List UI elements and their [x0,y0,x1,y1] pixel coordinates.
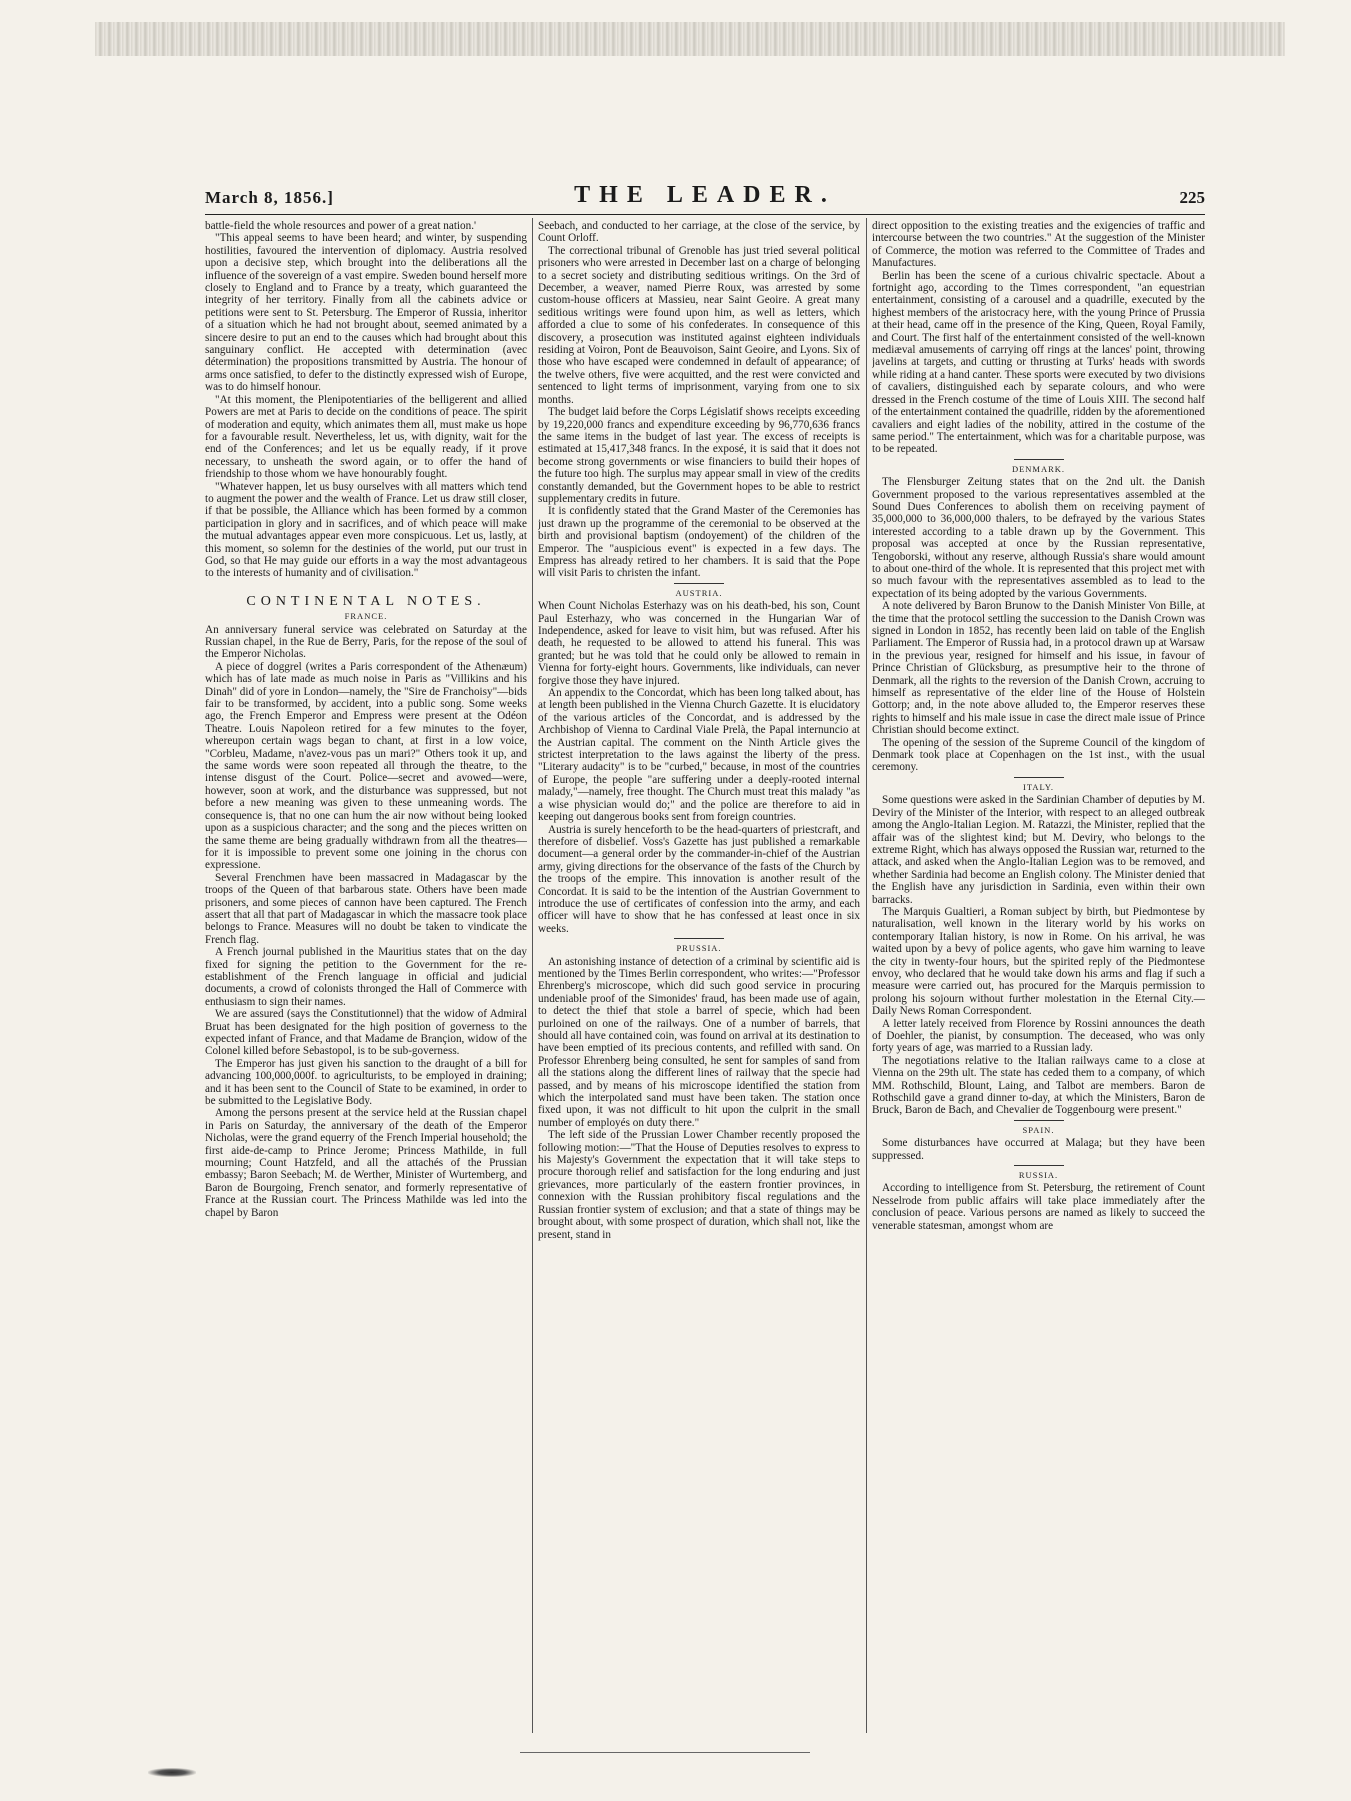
article-paragraph: The negotiations relative to the Italian railways came to a close at Vienna on the 29th ult. The state has ceded them to a company, of which MM. Rothschild, Blount, Laing, and Talbot are members. Baron de Rothschild gave a grand dinner to-day, at which the Ministers, Baron de Bruck, Baron de Bach, and Chevalier de Toggenbourg were present." [872,1054,1205,1117]
article-paragraph: A piece of doggrel (writes a Paris correspondent of the Athenæum) which has of late made as much noise in Paris as "Villikins and his Dinah" did of yore in London—namely, the "Sire de Franchoisy"—bids fair to be transformed, by accident, into a public song. Some weeks ago, the French Emperor and Empress were present at the Odéon Theatre. Louis Napoleon retired for a few minutes to the foyer, whereupon certain wags began to chant, at first in a low voice, "Corbleu, Madame, n'avez-vous pas un mari?" Others took it up, and the same words were soon repeated all through the theatre, to the intense disgust of the Court. Police—secret and avowed—were, however, soon at work, and the disturbance was suppressed, but not before a new meaning was given to these unmeaning words. The consequence is, that no one can hum the air now without being looked upon as a suspicious character; and the song and the pieces written on the same theme are being gradually withdrawn from all the theatres—for it is impossible to prevent some one joining in the chorus con expressione. [205,660,527,872]
column-divider [866,218,867,1733]
article-paragraph: Some questions were asked in the Sardinian Chamber of deputies by M. Deviry of the Minister of the Interior, with respect to an alleged outbreak among the Anglo-Italian Legion. M. Ratazzi, the Minister, replied that the affair was of the slightest kind; but M. Deviry, who belongs to the extreme Right, which has always opposed the Russian war, returned to the attack, and asked when the Anglo-Italian Legion was to be removed, and whether Sardinia had become an English colony. The Minister denied that the English have any jurisdiction in Sardinia, even within their own barracks. [872,794,1205,906]
article-paragraph: When Count Nicholas Esterhazy was on his death-bed, his son, Count Paul Esterhazy, who was concerned in the Hungarian War of Independence, asked for leave to visit him, but was refused. After his death, he requested to be allowed to attend his funeral. This was granted; but he was told that he could only be allowed to remain in Vienna for forty-eight hours. Governments, like individuals, can never forgive those they have injured. [538,600,860,687]
article-paragraph: The budget laid before the Corps Législatif shows receipts exceeding by 19,220,000 francs and expenditure exceeding by 96,770,636 francs the same items in the budget of last year. The excess of receipts is estimated at 15,417,348 francs. In the exposé, it is said that it does not become strong governments or wise financiers to build their hopes of the future too high. The surplus may appear small in view of the credits constantly demanded, but the Government hopes to be able to restrict supplementary credits in future. [538,406,860,505]
article-paragraph: Seebach, and conducted to her carriage, at the close of the service, by Count Orloff. [538,220,860,245]
column-right [872,220,1205,1730]
article-paragraph: An anniversary funeral service was celebrated on Saturday at the Russian chapel, in the Rue de Berry, Paris, for the repose of the soul of the Emperor Nicholas. [205,623,527,661]
masthead [205,182,1205,212]
page-number: 225 [1179,188,1205,207]
article-paragraph: Some disturbances have occurred at Malaga; but they have been suppressed. [872,1137,1205,1162]
column-divider [532,218,533,1733]
scanned-header-band [95,22,1285,56]
article-paragraph: The Marquis Gualtieri, a Roman subject by birth, but Piedmontese by naturalisation, well known in the literary world by his works on contemporary Italian history, is now in Rome. On his arrival, he was waited upon by a bevy of police agents, who gave him warning to leave the city in twenty-four hours, but the spirited reply of the Piedmontese envoy, who declared that he would take down his arms and flag if such a measure were carried out, has procured for the Marquis permission to prolong his sojourn without further molestation in the Eternal City.—Daily News Roman Correspondent. [872,905,1205,1018]
article-paragraph: An astonishing instance of detection of a criminal by scientific aid is mentioned by the Times Berlin correspondent, who writes:—"Professor Ehrenberg's microscope, which did such good service in procuring undeniable proof of the Simonides' fraud, has been made use of again, to detect the thief that stole a barrel of specie, which had been purloined on one of the railways. One of a number of barrels, that should all have contained coin, was found on arrival at its destination to have been emptied of its precious contents, and refilled with sand. On Professor Ehrenberg being consulted, he sent for samples of sand from all the stations along the different lines of railway that the specie had passed, and by means of his microscope identified the station from which the interpolated sand must have been taken. The station once fixed upon, it was not difficult to hit upon the culprit in the small number of employés on duty there." [538,955,860,1129]
section-rule [1014,459,1064,460]
article-paragraph: The opening of the session of the Supreme Council of the kingdom of Denmark took place at Copenhagen on the 1st inst., with the usual ceremony. [872,736,1205,774]
newspaper-title: THE LEADER. [574,182,836,208]
section-rule [674,583,724,584]
section-heading: CONTINENTAL NOTES. [246,593,486,609]
article-paragraph: Berlin has been the scene of a curious chivalric spectacle. About a fortnight ago, according to the Times correspondent, "an equestrian entertainment, consisting of a carousel and a quadrille, executed by the highest members of the aristocracy here, with the young Prince of Prussia at their head, came off in the presence of the King, Queen, Royal Family, and Court. The first half of the entertainment consisted of the well-known mediæval amusements of carrying off rings at the lances' point, throwing javelins at targets, and cutting or thrusting at Turks' heads with swords while riding at a hand canter. These sports were executed by two divisions of cavaliers, distinguished each by separate colours, and who were dressed in the French costume of the time of Louis XIII. The second half of the entertainment contained the quadrille, ridden by the aforementioned cavaliers and eight ladies of the nobility, attired in the costume of the same period." The entertainment, which was for a charitable purpose, was to be repeated. [872,269,1205,456]
article-paragraph: direct opposition to the existing treaties and the exigencies of traffic and intercourse between the two countries." At the suggestion of the Minister of Commerce, the motion was referred to the Committee of Trades and Manufactures. [872,220,1205,270]
header-rule [205,214,1205,215]
article-paragraph: The Emperor has just given his sanction to the draught of a bill for advancing 100,000,000f. to agriculturists, to be employed in draining; and it has been sent to the Council of State to be examined, in order to be submitted to the Legislative Body. [205,1057,527,1108]
article-paragraph: Several Frenchmen have been massacred in Madagascar by the troops of the Queen of that barbarous state. Others have been made prisoners, and some pieces of cannon have been captured. The French assert that all that part of Madagascar in which the massacre took place belongs to France. Measures will no doubt be taken to vindicate the French flag. [205,871,527,946]
column-left [205,220,527,1730]
footer-rule [520,1752,810,1753]
section-rule [674,938,724,939]
article-paragraph: Among the persons present at the service held at the Russian chapel in Paris on Saturday, the anniversary of the death of the Emperor Nicholas, were the grand equerry of the French Imperial household; the first aide-de-camp to Prince Jerome; Princess Mathilde, in full mourning; Count Hatzfeld, and all the attachés of the Prussian embassy; Baron Seebach; M. de Werther, Minister of Wurtemberg, and Baron de Bourgoing, French senator, and formerly representative of France at the Russian court. The Princess Mathilde was led into the chapel by Baron [205,1107,527,1219]
article-paragraph: The Flensburger Zeitung states that on the 2nd ult. the Danish Government proposed to the various representatives assembled at the Sound Dues Conferences to abolish them on receiving payment of 35,000,000 to 36,000,000 thalers, to be defrayed by the various States interested according to a table drawn up by the Government. This proposal was accepted at once by the Russian representative, Tengoborski, without any reserve, although Russia's share would amount to about one-third of the whole. It is represented that this project met with so much favour with the representatives assembled as to lead to the expectation of its being adopted by the various Governments. [872,476,1205,600]
article-paragraph: An appendix to the Concordat, which has been long talked about, has at length been published in the Vienna Church Gazette. It is elucidatory of the various articles of the Concordat, and is addressed by the Archbishop of Vienna to Cardinal Viale Prelà, the Papal internuncio at the Austrian capital. The comment on the Ninth Article gives the strictest interpretation to the laws against the liberty of the press. "Literary audacity" is to be "curbed," because, in most of the countries of Europe, the people "are suffering under a deeply-rooted internal malady,"—namely, free thought. The Church must treat this malady "as a wise physician would do;" and the police are therefore to aid in keeping out dangerous books sent from foreign countries. [538,687,860,824]
article-paragraph: The correctional tribunal of Grenoble has just tried several political prisoners who were arrested in December last on a charge of belonging to a secret society and distributing seditious writings. On the 3rd of December, a weaver, named Pierre Roux, was arrested by some custom-house officers at Massieu, near Saint Geoire. A great many seditious writings were found upon him, as well as letters, which afforded a clue to some of his confederates. In consequence of this discovery, a prosecution was instituted against eighteen individuals residing at Voiron, Pont de Beauvoison, Saint Geoire, and Lyons. Six of those who have escaped were condemned in default of appearance; of the twelve others, five were acquitted, and the rest were convicted and sentenced to light terms of imprisonment, varying from one to six months. [538,244,860,406]
country-heading: SPAIN. [1022,1124,1055,1135]
country-heading: PRUSSIA. [676,943,722,954]
country-heading: ITALY. [1023,781,1054,792]
article-paragraph: A French journal published in the Mauritius states that on the day fixed for signing the petition to the Government for the re-establishment of the French language in official and judicial documents, a crowd of colonists thronged the Hall of Commerce with enthusiasm to sign their names. [205,946,527,1008]
article-paragraph: A letter lately received from Florence by Rossini announces the death of Doehler, the pianist, by consumption. The deceased, who was only forty years of age, was married to a Russian lady. [872,1017,1205,1055]
article-paragraph: battle-field the whole resources and power of a great nation.' [205,220,477,232]
article-paragraph: "This appeal seems to have been heard; and winter, by suspending hostilities, favoured the intervention of diplomacy. Austria resolved upon a decisive step, which brought into the deliberations all the influence of the sovereign of a vast empire. Sweden bound herself more closely to England and to France by a treaty, which guaranteed the integrity of her territory. Finally from all the cabinets advice or petitions were sent to St. Petersburg. The Emperor of Russia, inheritor of a situation which he had not brought about, seemed animated by a sincere desire to put an end to the causes which had brought about this sanguinary conflict. He accepted with determination (avec détermination) the propositions transmitted by Austria. The honour of arms once satisfied, to defer to the distinctly expressed wish of Europe, was to do himself honour. [205,232,527,394]
article-paragraph: A note delivered by Baron Brunow to the Danish Minister Von Bille, at the time that the protocol settling the succession to the Danish Crown was signed in London in 1852, has recently been laid on table of the English Parliament. The Emperor of Russia had, in a protocol drawn up at Warsaw in the previous year, resigned for himself and his issue, in favour of Prince Christian of Glücksburg, as presumptive heir to the throne of Denmark, all the rights to the reversion of the Danish Crown, accruing to himself as representative of the elder line of the House of Holstein Gottorp; and, in the note above alluded to, the Emperor reserves these rights to himself and his male issue in case the direct male issue of Prince Christian should become extinct. [872,600,1205,737]
article-paragraph: "At this moment, the Plenipotentiaries of the belligerent and allied Powers are met at Paris to decide on the conditions of peace. The spirit of moderation and equity, which animates them all, must make us hope for a favourable result. Nevertheless, let us, with dignity, wait for the end of the Conferences; and let us be equally ready, if it prove necessary, to unsheath the sword again, or to offer the hand of friendship to those whom we have honourably fought. [205,393,527,481]
section-rule [1014,777,1064,778]
article-paragraph: We are assured (says the Constitutionnel) that the widow of Admiral Bruat has been designated for the high position of governess to the expected infant of France, and that Madame de Brançion, widow of the Colonel killed before Sebastopol, is to be sub-governess. [205,1008,527,1058]
column-middle [538,220,860,1730]
issue-date: March 8, 1856.] [205,188,334,207]
country-heading: FRANCE. [344,611,388,622]
section-rule [1014,1120,1064,1121]
article-paragraph: It is confidently stated that the Grand Master of the Ceremonies has just drawn up the programme of the ceremonial to be observed at the birth and provisional baptism (ondoyement) of the children of the Emperor. The "auspicious event" is expected in a few days. The Empress has already retired to her chambers. It is said that the Pope will visit Paris to christen the infant. [538,505,860,580]
article-paragraph: According to intelligence from St. Petersburg, the retirement of Count Nesselrode from public affairs will take place immediately after the conclusion of peace. Various persons are named as likely to succeed the venerable statesman, amongst whom are [872,1182,1205,1232]
country-heading: RUSSIA. [1018,1170,1059,1181]
article-paragraph: Austria is surely henceforth to be the head-quarters of priestcraft, and therefore of disbelief. Voss's Gazette has just published a remarkable document—a general order by the commander-in-chief of the Austrian army, giving directions for the observance of the fasts of the Church by the troops of the empire. This innovation is another result of the Concordat. It is said to be the intention of the Austrian Government to introduce the use of certificates of confession into the army, and each officer will have to show that he has confessed at least once in six weeks. [538,823,860,935]
section-rule [1014,1165,1064,1166]
article-paragraph: The left side of the Prussian Lower Chamber recently proposed the following motion:—"That the House of Deputies resolves to express to his Majesty's Government the expectation that it will take steps to procure thorough relief and satisfaction for the long enduring and just grievances, more particularly of the eastern frontier provinces, in connexion with the Russian prohibitory fiscal regulations and the Russian frontier system of exclusion; and that a state of things may be brought about, with some prospect of duration, which shall not, like the present, stand in [538,1129,860,1241]
country-heading: AUSTRIA. [675,587,723,598]
country-heading: DENMARK. [1011,463,1066,474]
article-paragraph: "Whatever happen, let us busy ourselves with all matters which tend to augment the power and the wealth of France. Let us draw still closer, if that be possible, the Alliance which has been formed by a common participation in glory and in sacrifices, and of which peace will make the mutual advantages appear even more conspicuous. Let us, lastly, at this moment, so solemn for the destinies of the world, put our trust in God, so that He may guide our efforts in a way the most advantageous to the interests of humanity and of civilisation." [205,480,527,580]
ink-smudge [148,1768,196,1777]
